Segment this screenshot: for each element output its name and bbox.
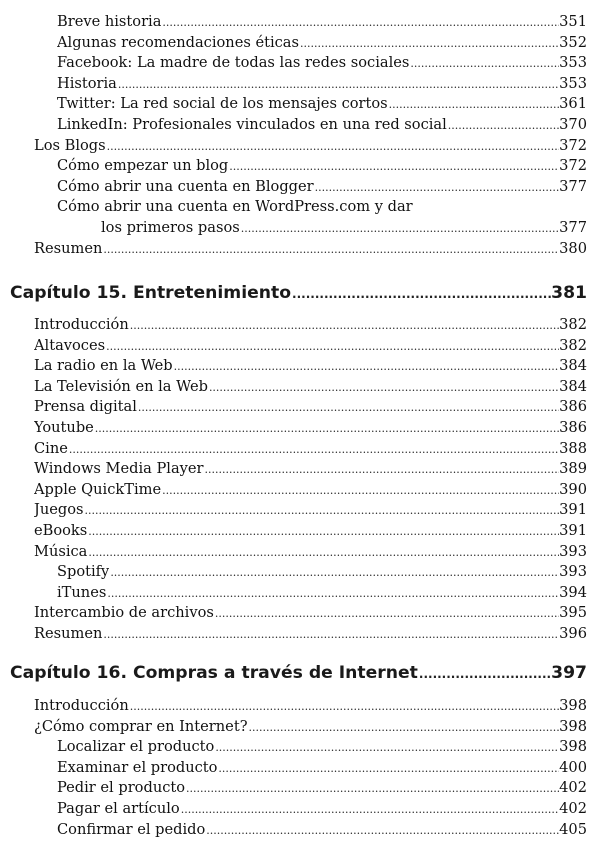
toc-entry[interactable] — [0, 696, 600, 717]
toc-entry[interactable] — [0, 315, 600, 336]
toc-entry[interactable] — [0, 74, 600, 95]
toc-entry[interactable] — [0, 758, 600, 779]
toc-entry[interactable] — [0, 542, 600, 563]
toc-entry-title: La Televisión en la Web — [34, 377, 208, 395]
toc-entry-title: Los Blogs — [34, 136, 106, 154]
dot-leader — [409, 54, 559, 75]
dot-leader — [185, 779, 559, 800]
toc-entry-page-number: 377 — [559, 218, 587, 236]
toc-entry[interactable] — [0, 799, 600, 820]
toc-entry[interactable] — [0, 603, 600, 624]
toc-entry-title: Cómo empezar un blog — [57, 157, 229, 175]
toc-entry-title: Confirmar el pedido — [57, 820, 206, 838]
toc-entry-title: LinkedIn: Profesionales vinculados en una red social — [57, 115, 447, 133]
toc-entry-page-number: 395 — [559, 604, 587, 622]
dot-leader — [217, 759, 559, 780]
dot-leader — [161, 13, 559, 34]
toc-entry[interactable] — [0, 356, 600, 377]
toc-entry-title: Windows Media Player — [34, 460, 204, 478]
toc-entry[interactable] — [0, 336, 600, 357]
toc-entry[interactable] — [0, 136, 600, 157]
toc-entry-page-number: 398 — [559, 738, 587, 756]
dot-leader — [204, 460, 560, 481]
dot-leader — [94, 419, 559, 440]
toc-entry-page-number: 389 — [559, 460, 587, 478]
toc-entry-title: Breve historia — [57, 13, 162, 30]
toc-entry-page-number: 391 — [559, 521, 587, 539]
toc-entry-title: Juegos — [34, 501, 84, 519]
toc-entry[interactable] — [0, 197, 600, 218]
toc-entry-title: Prensa digital — [34, 398, 137, 416]
toc-entry[interactable] — [0, 115, 600, 136]
toc-entry-title: Spotify — [57, 563, 110, 581]
dot-leader — [418, 661, 551, 687]
toc-entry-title: Twitter: La red social de los mensajes cortos — [57, 95, 388, 113]
toc-entry-title: Cómo abrir una cuenta en WordPress.com y dar — [57, 198, 413, 216]
toc-entry[interactable] — [0, 583, 600, 604]
toc-entry-page-number: 396 — [559, 624, 587, 642]
chapter-title: Capítulo 15. Entretenimiento — [10, 283, 292, 303]
toc-entry-page-number: 386 — [559, 418, 587, 436]
toc-entry[interactable] — [0, 500, 600, 521]
dot-leader — [161, 481, 559, 502]
toc-entry-page-number: 382 — [559, 336, 587, 354]
dot-leader — [208, 378, 559, 399]
toc-entry-title: Historia — [57, 74, 117, 92]
toc-entry-title: Resumen — [34, 239, 103, 257]
toc-entry[interactable] — [0, 521, 600, 542]
toc-entry[interactable] — [0, 480, 600, 501]
toc-entry-page-number: 394 — [559, 583, 587, 601]
toc-entry[interactable] — [0, 53, 600, 74]
dot-leader — [117, 75, 559, 96]
toc-entry-title: Música — [34, 542, 88, 560]
toc-entry-title: Apple QuickTime — [34, 480, 162, 498]
dot-leader — [248, 718, 560, 739]
toc-entry-page-number: 390 — [559, 480, 587, 498]
toc-entry-title: Cine — [34, 439, 68, 457]
toc-entry-title: Resumen — [34, 624, 103, 642]
toc-entry[interactable] — [0, 156, 600, 177]
toc-entry-title: iTunes — [57, 583, 107, 601]
chapter-title: Capítulo 16. Compras a través de Internet — [10, 663, 418, 683]
dot-leader — [105, 337, 559, 358]
toc-entry-page-number: 377 — [559, 177, 587, 195]
toc-entry-page-number: 380 — [559, 239, 587, 257]
toc-entry[interactable] — [0, 377, 600, 398]
toc-entry-page-number: 391 — [559, 501, 587, 519]
toc-entry[interactable] — [0, 717, 600, 738]
dot-leader — [240, 219, 559, 240]
toc-entry[interactable] — [0, 12, 600, 33]
toc-entry-page-number: 382 — [559, 316, 587, 333]
toc-entry[interactable] — [0, 624, 600, 645]
dot-leader — [102, 240, 559, 261]
toc-entry-title: Youtube — [34, 418, 94, 436]
toc-entry[interactable] — [0, 397, 600, 418]
toc-entry-title: Examinar el producto — [57, 758, 218, 776]
toc-section-continued — [0, 12, 600, 259]
toc-entry-title: Localizar el producto — [57, 738, 215, 756]
toc-section-chapter-16 — [0, 696, 600, 840]
dot-leader — [102, 625, 559, 646]
toc-entry-page-number: 388 — [559, 439, 587, 457]
toc-entry[interactable] — [0, 239, 600, 260]
toc-entry-title: Algunas recomendaciones éticas — [57, 33, 299, 51]
toc-entry[interactable] — [0, 439, 600, 460]
dot-leader — [129, 697, 559, 718]
toc-entry-title: los primeros pasos — [101, 218, 240, 236]
toc-entry[interactable] — [0, 562, 600, 583]
toc-entry-title: Pagar el artículo — [57, 799, 180, 817]
toc-entry-page-number: 384 — [559, 377, 587, 395]
toc-entry[interactable] — [0, 177, 600, 198]
toc-entry[interactable] — [0, 820, 600, 841]
toc-entry[interactable] — [0, 737, 600, 758]
dot-leader — [87, 522, 559, 543]
toc-entry-title: Cómo abrir una cuenta en Blogger — [57, 177, 314, 195]
dot-leader — [388, 95, 559, 116]
dot-leader — [299, 34, 559, 55]
chapter-heading-16[interactable] — [0, 660, 600, 686]
toc-entry-title: Facebook: La madre de todas las redes sociales — [57, 54, 410, 72]
toc-entry[interactable] — [0, 778, 600, 799]
toc-entry-title: Introducción — [34, 697, 129, 714]
dot-leader — [129, 316, 559, 337]
toc-entry-page-number: 402 — [559, 779, 587, 797]
dot-leader — [109, 563, 559, 584]
toc-entry-page-number: 398 — [559, 697, 587, 714]
toc-entry-page-number: 352 — [559, 33, 587, 51]
toc-entry-page-number: 405 — [559, 820, 587, 838]
chapter-page-number: 397 — [551, 663, 587, 683]
dot-leader — [137, 398, 559, 419]
toc-entry-page-number: 370 — [559, 115, 587, 133]
dot-leader — [214, 738, 559, 759]
toc-entry-title: ¿Cómo comprar en Internet? — [34, 717, 248, 735]
dot-leader — [173, 357, 560, 378]
dot-leader — [87, 543, 559, 564]
toc-entry-page-number: 351 — [559, 13, 587, 30]
toc-entry[interactable] — [0, 459, 600, 480]
dot-leader — [84, 501, 560, 522]
toc-entry[interactable] — [0, 94, 600, 115]
toc-entry-title: Intercambio de archivos — [34, 604, 214, 622]
toc-entry-title: eBooks — [34, 521, 88, 539]
dot-leader — [68, 440, 559, 461]
dot-leader — [314, 178, 560, 199]
toc-entry-title: Altavoces — [34, 336, 106, 354]
toc-entry-title: La radio en la Web — [34, 357, 173, 375]
toc-entry-page-number: 393 — [559, 542, 587, 560]
dot-leader — [214, 604, 559, 625]
dot-leader — [447, 116, 559, 137]
toc-entry-page-number: 361 — [559, 95, 587, 113]
toc-entry-page-number: 386 — [559, 398, 587, 416]
toc-entry-page-number: 372 — [559, 136, 587, 154]
toc-section-chapter-15 — [0, 315, 600, 645]
toc-entry-page-number: 353 — [559, 74, 587, 92]
toc-entry[interactable] — [0, 418, 600, 439]
toc-entry-page-number: 393 — [559, 563, 587, 581]
toc-entry-page-number: 402 — [559, 799, 587, 817]
toc-entry-title: Pedir el producto — [57, 779, 186, 797]
dot-leader — [180, 800, 559, 821]
toc-entry-page-number: 384 — [559, 357, 587, 375]
toc-entry-page-number: 372 — [559, 157, 587, 175]
toc-entry[interactable] — [0, 218, 600, 239]
dot-leader — [228, 157, 559, 178]
toc-entry-page-number: 353 — [559, 54, 587, 72]
toc-entry-title: Introducción — [34, 316, 129, 333]
dot-leader — [106, 584, 559, 605]
chapter-page-number: 381 — [551, 283, 587, 303]
toc-entry[interactable] — [0, 33, 600, 54]
dot-leader — [106, 137, 560, 158]
toc-entry-page-number: 398 — [559, 717, 587, 735]
toc-entry-page-number: 400 — [559, 758, 587, 776]
dot-leader — [291, 281, 551, 307]
dot-leader — [205, 821, 559, 842]
chapter-heading-15[interactable] — [0, 280, 600, 306]
